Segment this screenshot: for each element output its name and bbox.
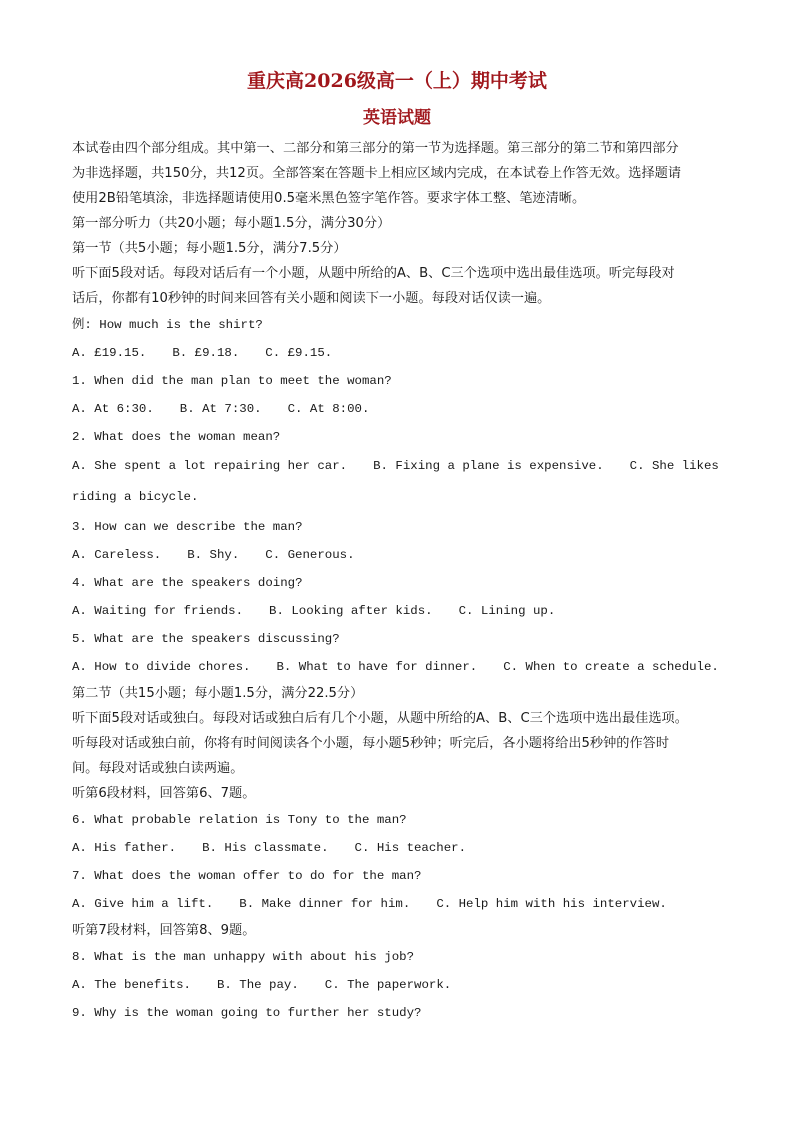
intro-line: 本试卷由四个部分组成。其中第一、二部分和第三部分的第一节为选择题。第三部分的第二节和第四部分 xyxy=(72,141,679,156)
section2-instruction: 听下面5段对话或独白。每段对话或独白后有几个小题，从题中所给的A、B、C三个选项中选出最佳选项。 xyxy=(72,711,688,726)
section2-instruction: 间。每段对话或独白读两遍。 xyxy=(72,761,244,776)
option-b: B. Make dinner for him. xyxy=(239,897,411,911)
question-1-options xyxy=(72,395,722,423)
option-b: B. At 7:30. xyxy=(179,402,262,416)
page-subtitle: 英语试题 xyxy=(363,108,431,128)
question-9: 9. Why is the woman going to further her study? xyxy=(72,1006,422,1020)
question-6-options xyxy=(72,834,722,862)
option-a: A. At 6:30. xyxy=(72,402,154,416)
question-5: 5. What are the speakers discussing? xyxy=(72,632,340,646)
option-c: C. When to create a schedule. xyxy=(503,660,719,674)
option-a: A. £19.15. xyxy=(72,346,147,360)
question-5-options xyxy=(72,653,722,681)
intro-paragraph xyxy=(72,136,722,211)
option-a: A. Give him a lift. xyxy=(72,897,214,911)
option-a: A. How to divide chores. xyxy=(72,660,251,674)
question-6: 6. What probable relation is Tony to the man? xyxy=(72,813,407,827)
section1-instruction: 听下面5段对话。每段对话后有一个小题，从题中所给的A、B、C三个选项中选出最佳选项。听完每段对 xyxy=(72,266,675,281)
group7-heading: 听第7段材料，回答第8、9题。 xyxy=(72,923,256,938)
example-question: 例: How much is the shirt? xyxy=(72,318,263,332)
group6-heading: 听第6段材料，回答第6、7题。 xyxy=(72,786,256,801)
option-b: B. Fixing a plane is expensive. xyxy=(373,459,604,473)
option-c: C. At 8:00. xyxy=(287,402,370,416)
option-c: C. Lining up. xyxy=(458,604,556,618)
option-a: A. His father. xyxy=(72,841,177,855)
question-3-options xyxy=(72,541,722,569)
section1-heading: 第一节（共5小题；每小题1.5分，满分7.5分） xyxy=(72,241,347,256)
question-2: 2. What does the woman mean? xyxy=(72,430,281,444)
option-a: A. Careless. xyxy=(72,548,162,562)
option-c: C. Generous. xyxy=(265,548,355,562)
option-b: B. Looking after kids. xyxy=(269,604,433,618)
option-c: C. £9.15. xyxy=(265,346,333,360)
question-1: 1. When did the man plan to meet the woman? xyxy=(72,374,392,388)
section2-heading: 第二节（共15小题；每小题1.5分，满分22.5分） xyxy=(72,686,364,701)
option-b: B. What to have for dinner. xyxy=(276,660,478,674)
section1-instruction: 话后，你都有10秒钟的时间来回答有关小题和阅读下一小题。每段对话仅读一遍。 xyxy=(72,291,551,306)
example-options xyxy=(72,339,722,367)
option-b: B. The pay. xyxy=(216,978,299,992)
section2-instruction: 听每段对话或独白前，你将有时间阅读各个小题，每小题5秒钟；听完后，各小题将给出5秒钟的作答时 xyxy=(72,736,670,751)
option-c: C. The paperwork. xyxy=(324,978,452,992)
option-a: A. The benefits. xyxy=(72,978,191,992)
option-b: B. His classmate. xyxy=(202,841,329,855)
question-3: 3. How can we describe the man? xyxy=(72,520,303,534)
question-4: 4. What are the speakers doing? xyxy=(72,576,303,590)
option-b: B. Shy. xyxy=(187,548,240,562)
option-a: A. She spent a lot repairing her car. xyxy=(72,459,348,473)
question-4-options xyxy=(72,597,722,625)
question-7-options xyxy=(72,890,722,918)
question-8-options xyxy=(72,971,722,999)
question-7: 7. What does the woman offer to do for the man? xyxy=(72,869,422,883)
option-b: B. £9.18. xyxy=(172,346,240,360)
option-c: C. She likes riding a bicycle. xyxy=(72,459,727,504)
intro-line: 为非选择题，共150分，共12页。全部答案在答题卡上相应区域内完成，在本试卷上作答无效。选择题请 xyxy=(72,166,682,181)
page-title: 重庆高2026级高一（上）期中考试 xyxy=(247,70,547,92)
question-2-options xyxy=(72,451,727,513)
option-c: C. His teacher. xyxy=(354,841,467,855)
intro-line: 使用2B铅笔填涂，非选择题请使用0.5毫米黑色签字笔作答。要求字体工整、笔迹清晰。 xyxy=(72,191,586,206)
question-8: 8. What is the man unhappy with about his job? xyxy=(72,950,415,964)
part1-heading: 第一部分听力（共20小题；每小题1.5分，满分30分） xyxy=(72,216,391,231)
option-c: C. Help him with his interview. xyxy=(436,897,667,911)
option-a: A. Waiting for friends. xyxy=(72,604,244,618)
